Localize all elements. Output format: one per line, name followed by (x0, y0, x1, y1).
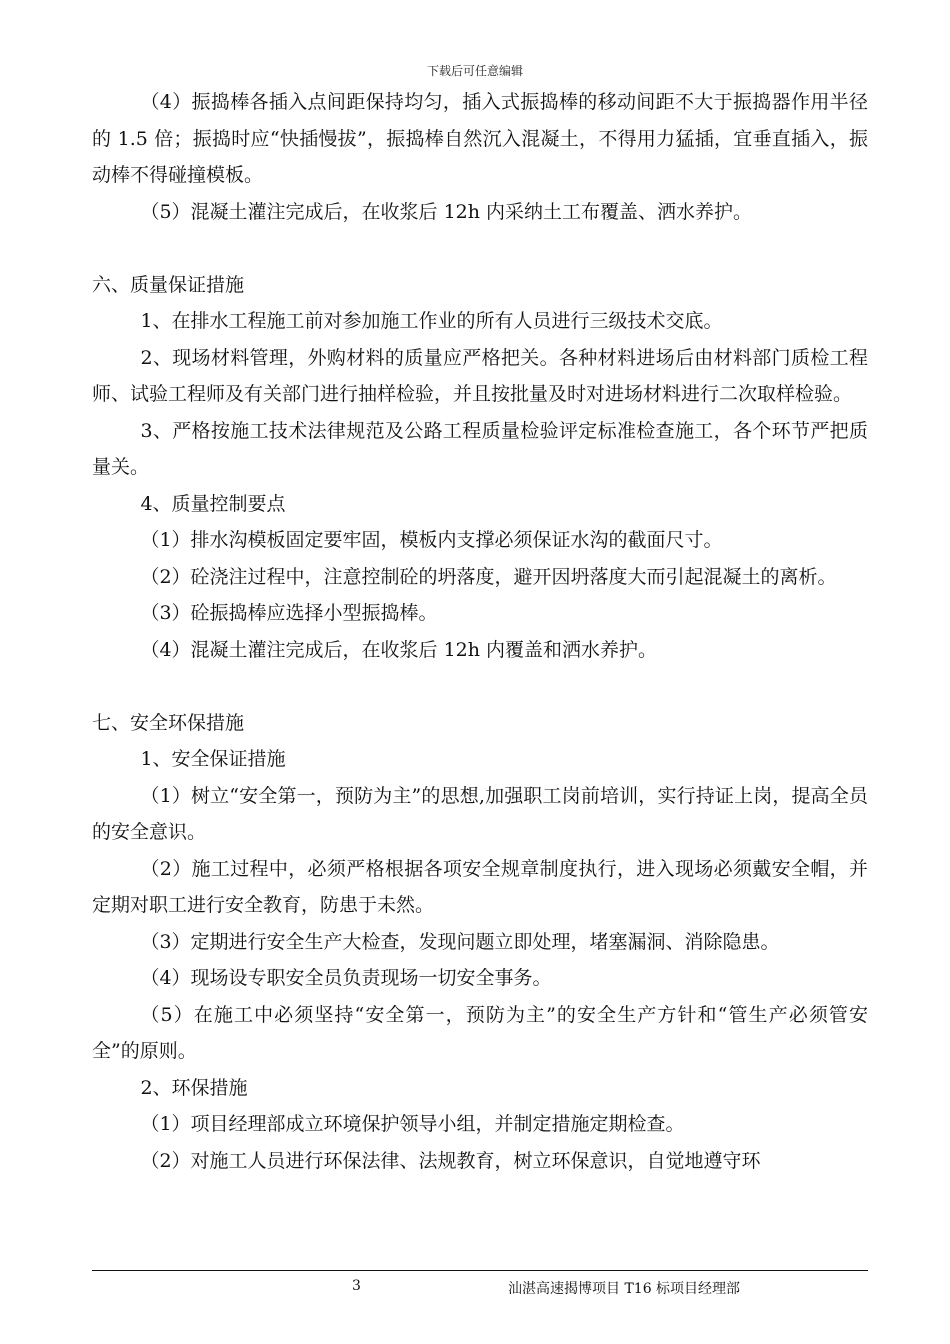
paragraph-quality-4-1: （1）排水沟模板固定要牢固，模板内支撑必须保证水沟的截面尺寸。 (140, 529, 723, 551)
spacer (92, 668, 868, 705)
paragraph-quality-1: 1、在排水工程施工前对参加施工作业的所有人员进行三级技术交底。 (140, 310, 723, 332)
footer-organization: 汕湛高速揭博项目 T16 标项目经理部 (508, 1281, 741, 1297)
paragraph-quality-2: 2、现场材料管理，外购材料的质量应严格把关。各种材料进场后由材料部门质检工程师、试验工程师及有关部门进行抽样检验，并且按批量及时对进场材料进行二次取样检验。 (92, 346, 868, 405)
section-heading-quality: 六、质量保证措施 (92, 273, 245, 296)
paragraph-vibrator-spacing: （4）振捣棒各插入点间距保持均匀，插入式振捣棒的移动间距不大于振捣器作用半径的 1.5 倍；振捣时应“快插慢拔”，振捣棒自然沉入混凝土，不得用力猛插，宜垂直插入，振动棒不得碰撞模板。 (92, 91, 868, 186)
paragraph-quality-4-2: （2）砼浇注过程中，注意控制砼的坍落度，避开因坍落度大而引起混凝土的离析。 (140, 565, 837, 588)
spacer (92, 230, 868, 267)
footer-divider (92, 1270, 868, 1271)
page-number: 3 (352, 1278, 361, 1294)
paragraph-env-2: 2、环保措施 (140, 1076, 248, 1099)
paragraph-quality-4: 4、质量控制要点 (140, 492, 286, 515)
paragraph-curing: （5）混凝土灌注完成后，在收浆后 12h 内采纳土工布覆盖、洒水养护。 (140, 200, 753, 223)
paragraph-safety-1-5: （5）在施工中必须坚持“安全第一，预防为主”的安全生产方针和“管生产必须管安全”的原则。 (92, 1003, 868, 1062)
paragraph-safety-1-4: （4）现场设专职安全员负责现场一切安全事务。 (140, 967, 552, 989)
paragraph-env-2-1: （1）项目经理部成立环境保护领导小组，并制定措施定期检查。 (140, 1113, 685, 1135)
document-body (92, 84, 868, 1179)
section-heading-safety: 七、安全环保措施 (92, 711, 245, 734)
paragraph-safety-1-1: （1）树立“安全第一，预防为主”的思想,加强职工岗前培训，实行持证上岗，提高全员的安全意识。 (92, 784, 868, 843)
paragraph-quality-4-3: （3）砼振捣棒应选择小型振捣棒。 (140, 602, 438, 624)
paragraph-safety-1-3: （3）定期进行安全生产大检查，发现问题立即处理，堵塞漏洞、消除隐患。 (140, 930, 780, 953)
paragraph-quality-4-4: （4）混凝土灌注完成后，在收浆后 12h 内覆盖和洒水养护。 (140, 638, 658, 661)
paragraph-safety-1: 1、安全保证措施 (140, 748, 286, 770)
paragraph-env-2-2: （2）对施工人员进行环保法律、法规教育，树立环保意识，自觉地遵守环 (140, 1149, 761, 1172)
paragraph-safety-1-2: （2）施工过程中，必须严格根据各项安全规章制度执行，进入现场必须戴安全帽，并定期对职工进行安全教育，防患于未然。 (92, 857, 868, 916)
header-note: 下载后可任意编辑 (426, 64, 523, 78)
paragraph-quality-3: 3、严格按施工技术法律规范及公路工程质量检验评定标准检查施工，各个环节严把质量关。 (92, 419, 868, 478)
